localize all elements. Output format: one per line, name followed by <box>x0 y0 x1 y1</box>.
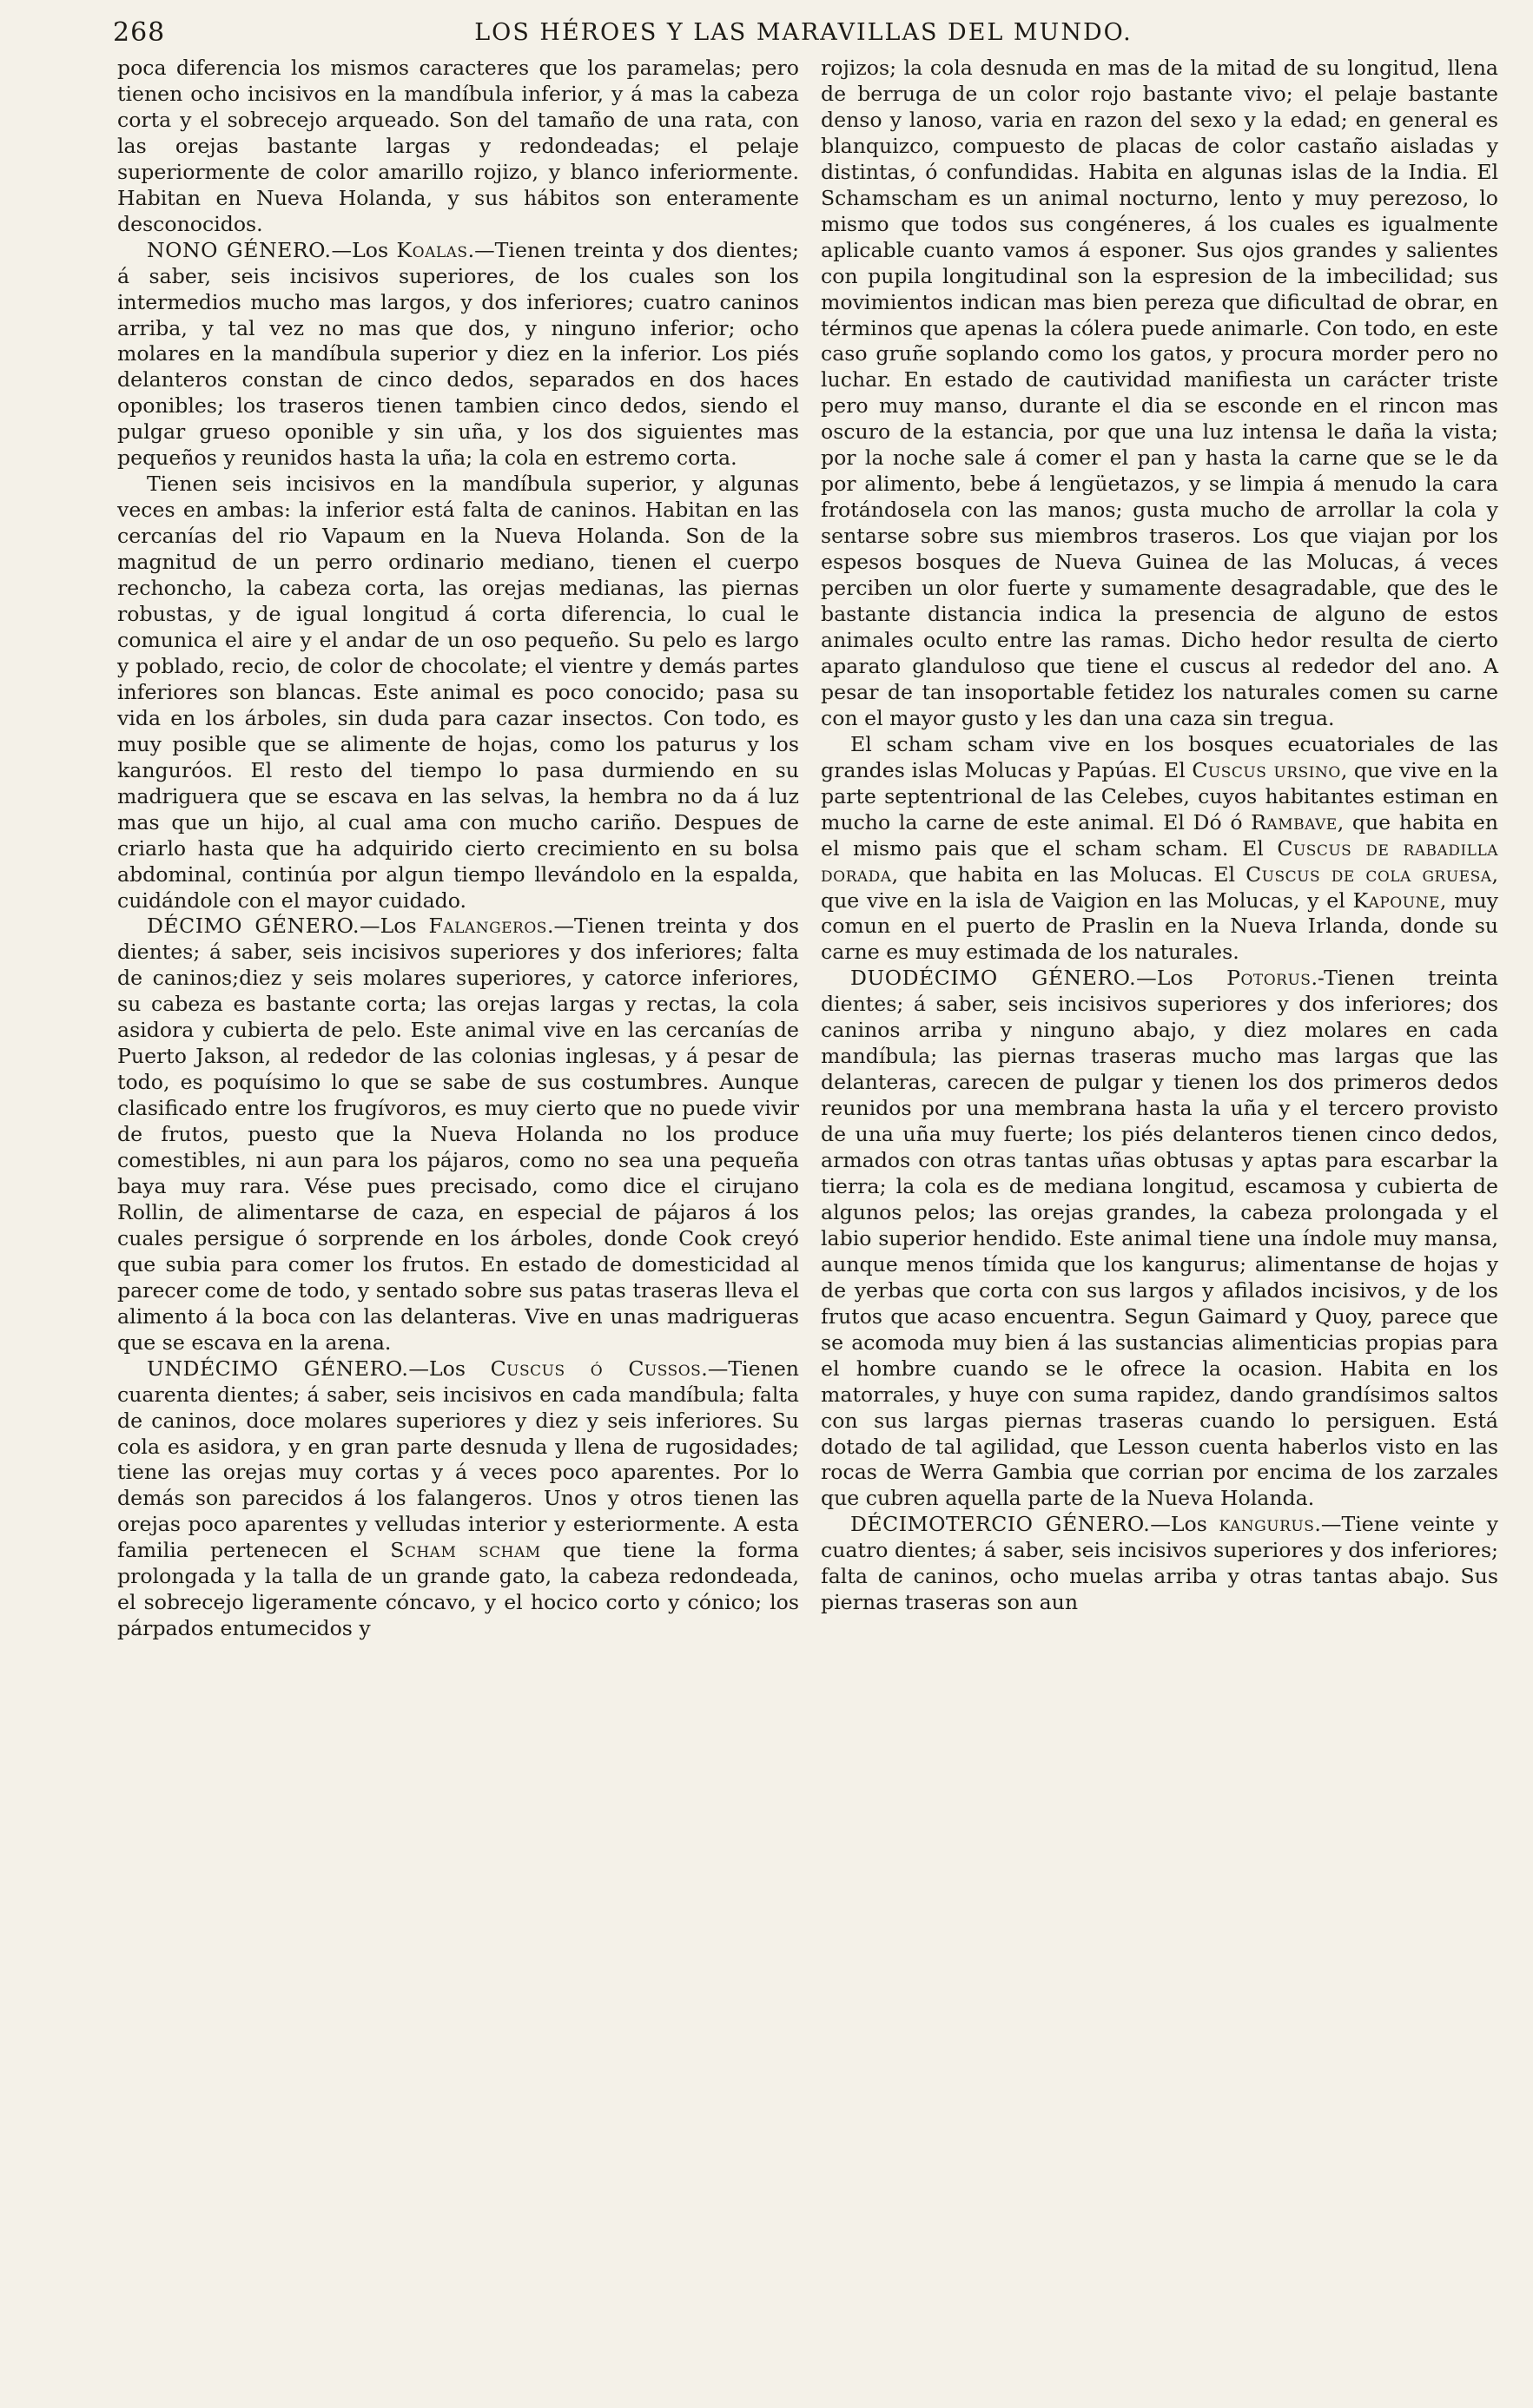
running-title: LOS HÉROES Y LAS MARAVILLAS DEL MUNDO. <box>474 19 1133 46</box>
left-column <box>117 56 799 1642</box>
text-run: El scham scham vive en los bosques ecuatoriales de las grandes islas Molucas y Papúas. El <box>821 731 1498 782</box>
page-header <box>113 17 1494 61</box>
paragraph-species-list <box>821 732 1498 966</box>
genus-name: Potorus <box>1226 966 1312 991</box>
section-heading: DÉCIMOTERCIO GÉNERO. <box>850 1512 1151 1537</box>
section-heading: DÉCIMO GÉNERO. <box>147 914 360 939</box>
paragraph-nono-genero <box>117 238 799 472</box>
paragraph: Tienen seis incisivos en la mandíbula superior, y algunas veces en ambas: la inferior está falta de caninos. Habitan en las cercanías del rio Vapaum en la Nueva Holanda. Son de la magnitud de un perro ordinario mediano, tienen el cuerpo rechoncho, la cabeza corta, las orejas medianas, las piernas robustas, y de igual longitud á corta diferencia, lo cual le comunica el aire y el andar de un oso pequeño. Su pelo es largo y poblado, recio, de color de chocolate; el vientre y demás partes inferiores son blancas. Este animal es poco conocido; pasa su vida en los árboles, sin duda para cazar insectos. Con todo, es muy posible que se alimente de hojas, como los paturus y los kanguróos. El resto del tiempo lo pasa durmiendo en su madriguera que se escava en las selvas, la hembra no da á luz mas que un hijo, al cual ama con mucho cariño. Despues de criarlo hasta que ha adquirido cierto crecimiento en su bolsa abdominal, continúa por algun tiempo llevándolo en la espalda, cuidándole con el mayor cuidado. <box>117 472 799 913</box>
section-heading: UNDÉCIMO GÉNERO. <box>147 1356 409 1381</box>
page-number: 268 <box>113 17 166 48</box>
text-run: .—Tiene veinte y cuatro dientes; á saber, seis incisivos superiores y dos inferiores; falta de caninos, ocho muelas arriba y otras tantas abajo. Sus piernas traseras son aun <box>821 1512 1498 1615</box>
text-run: , que habita en el mismo pais que el scham scham. El <box>821 809 1498 861</box>
genus-name: Cuscus ó Cussos <box>490 1356 702 1381</box>
paragraph-undecimo-genero <box>117 1356 799 1642</box>
text-run: —Los <box>360 914 429 939</box>
text-run: —Los <box>1150 1512 1219 1537</box>
paragraph-duodecimo-genero <box>821 966 1498 1512</box>
species-name: Kapoune <box>1352 887 1440 913</box>
paragraph-decimotercio-genero <box>821 1512 1498 1616</box>
text-run: .—Tienen treinta y dos dientes; á saber, seis incisivos superiores, de los cuales son los intermedios mucho mas largos, y dos inferiores; cuatro caninos arriba, y tal vez no mas que dos, y ninguno inferior; ocho molares en la mandíbula superior y diez en la inferior. Los piés delanteros constan de cinco dedos, separados en dos haces oponibles; los traseros tienen tambien cinco dedos, siendo el pulgar grueso oponible y sin uña, y los dos siguientes mas pequeños y reunidos hasta la uña; la cola en estremo corta. <box>117 237 799 471</box>
text-run: —Los <box>408 1356 491 1381</box>
text-run: , muy comun en el puerto de Praslin en la Nueva Irlanda, donde su carne es muy estimada de los naturales. <box>821 887 1498 965</box>
species-name: Scham scham <box>390 1538 541 1563</box>
text-run: que tiene la forma prolongada y la talla de un grande gato, la cabeza redondeada, el sobrecejo ligeramente cóncavo, y el hocico corto y cónico; los párpados entumecidos y <box>117 1538 799 1641</box>
species-name: Cuscus de rabadilla dorada <box>821 835 1499 887</box>
text-run: —Los <box>1136 966 1227 991</box>
paragraph: poca diferencia los mismos caracteres que los paramelas; pero tienen ocho incisivos en la mandíbula inferior, y á mas la cabeza corta y el sobrecejo arqueado. Son del tamaño de una rata, con las orejas bastante largas y redondeadas; el pelaje superiormente de color amarillo rojizo, y blanco inferiormente. Habitan en Nueva Holanda, y sus hábitos son enteramente desconocidos. <box>117 56 799 236</box>
genus-name: Koalas <box>396 237 468 262</box>
text-run: , que habita en las Molucas. El <box>891 861 1246 887</box>
genus-name: kangurus <box>1219 1512 1315 1537</box>
text-run: , que vive en la isla de Vaigion en las Molucas, y el <box>821 861 1498 913</box>
text-run: , que vive en la parte septentrional de las Celebes, cuyos habitantes estiman en mucho la carne de este animal. El Dó ó <box>821 757 1498 835</box>
paragraph: rojizos; la cola desnuda en mas de la mitad de su longitud, llena de berruga de un color rojo bastante vivo; el pelaje bastante denso y lanoso, varia en razon del sexo y la edad; en general es blanquizco, compuesto de placas de color castaño aisladas y distintas, ó confundidas. Habita en algunas islas de la India. El Schamscham es un animal nocturno, lento y muy perezoso, lo mismo que todos sus congéneres, á los cuales es igualmente aplicable cuanto vamos á esponer. Sus ojos grandes y salientes con pupila longitudinal son la espresion de la imbecilidad; sus movimientos indican mas bien pereza que dificultad de obrar, en términos que apenas la cólera puede animarle. Con todo, en este caso gruñe soplando como los gatos, y procura morder pero no luchar. En estado de cautividad manifiesta un carácter triste pero muy manso, durante el dia se esconde en el rincon mas oscuro de la estancia, por que una luz intensa le daña la vista; por la noche sale á comer el pan y hasta la carne que se le da por alimento, bebe á lengüetazos, y se limpia á menudo la cara frotándosela con las manos; gusta mucho de arrollar la cola y sentarse sobre sus miembros traseros. Los que viajan por los espesos bosques de Nueva Guinea de las Molucas, á veces perciben un olor fuerte y sumamente desagradable, que des le bastante distancia indica la presencia de alguno de estos animales oculto entre las ramas. Dicho hedor resulta de cierto aparato glanduloso que tiene el cuscus al rededor del ano. A pesar de tan insoportable fetidez los naturales comen su carne con el mayor gusto y les dan una caza sin tregua. <box>821 56 1498 730</box>
section-heading: NONO GÉNERO. <box>147 237 332 262</box>
section-heading: DUODÉCIMO GÉNERO. <box>850 966 1137 991</box>
text-run: —Los <box>331 237 397 262</box>
text-run: .—Tienen treinta y dos dientes; á saber, seis incisivos superiores y dos inferiores; falta de caninos;diez y seis molares superiores, y catorce inferiores, su cabeza es bastante corta; las orejas largas y rectas, la cola asidora y cubierta de pelo. Este animal vive en las cercanías de Puerto Jakson, al rededor de las colonias inglesas, y á pesar de todo, es poquísimo lo que se sabe de sus costumbres. Aunque clasificado entre los frugívoros, es muy cierto que no puede vivir de frutos, puesto que la Nueva Holanda no los produce comestibles, ni aun para los pájaros, como no sea una pequeña baya muy rara. Vése pues precisado, como dice el cirujano Rollin, de alimentarse de caza, en especial de pájaros á los cuales persigue ó sorprende en los árboles, donde Cook creyó que subia para comer los frutos. En estado de domesticidad al parecer come de todo, y sentado sobre sus patas traseras lleva el alimento á la boca con las delanteras. Vive en unas madrigueras que se escava en la arena. <box>117 914 799 1355</box>
text-run: .—Tienen cuarenta dientes; á saber, seis incisivos en cada mandíbula; falta de caninos, doce molares superiores y diez y seis inferiores. Su cola es asidora, y en gran parte desnuda y llena de rugosidades; tiene las orejas muy cortas y á veces poco aparentes. Por lo demás son parecidos á los falangeros. Unos y otros tienen las orejas poco aparentes y velludas interior y esteriormente. A esta familia pertenecen el <box>117 1356 799 1563</box>
species-name: Rambave <box>1251 809 1338 835</box>
species-name: Cuscus ursino <box>1192 757 1341 782</box>
species-name: Cuscus de cola gruesa <box>1246 861 1492 887</box>
text-run: .-Tienen treinta dientes; á saber, seis incisivos superiores y dos inferiores; dos caninos arriba y ninguno abajo, y diez molares en cada mandíbula; las piernas traseras mucho mas largas que las delanteras, carecen de pulgar y tienen los dos primeros dedos reunidos por una membrana hasta la uña y el tercero provisto de una uña muy fuerte; los piés delanteros tienen cinco dedos, armados con otras tantas uñas obtusas y aptas para escarbar la tierra; la cola es de mediana longitud, escamosa y cubierta de algunos pelos; las orejas grandes, la cabeza prolongada y el labio superior hendido. Este animal tiene una índole muy mansa, aunque menos tímida que los kangurus; alimentanse de hojas y de yerbas que corta con sus largos y afilados incisivos, y de los frutos que acaso encuentra. Segun Gaimard y Quoy, parece que se acomoda muy bien á las sustancias alimenticias propias para el hombre cuando se le ofrece la ocasion. Habita en los matorrales, y huye con suma rapidez, dando grandísimos saltos con sus largas piernas traseras cuando lo persiguen. Está dotado de tal agilidad, que Lesson cuenta haberlos visto en las rocas de Werra Gambia que corrian por encima de los zarzales que cubren aquella parte de la Nueva Holanda. <box>821 966 1499 1511</box>
genus-name: Falangeros <box>428 914 547 939</box>
paragraph-decimo-genero <box>117 914 799 1356</box>
right-column <box>821 56 1498 1616</box>
